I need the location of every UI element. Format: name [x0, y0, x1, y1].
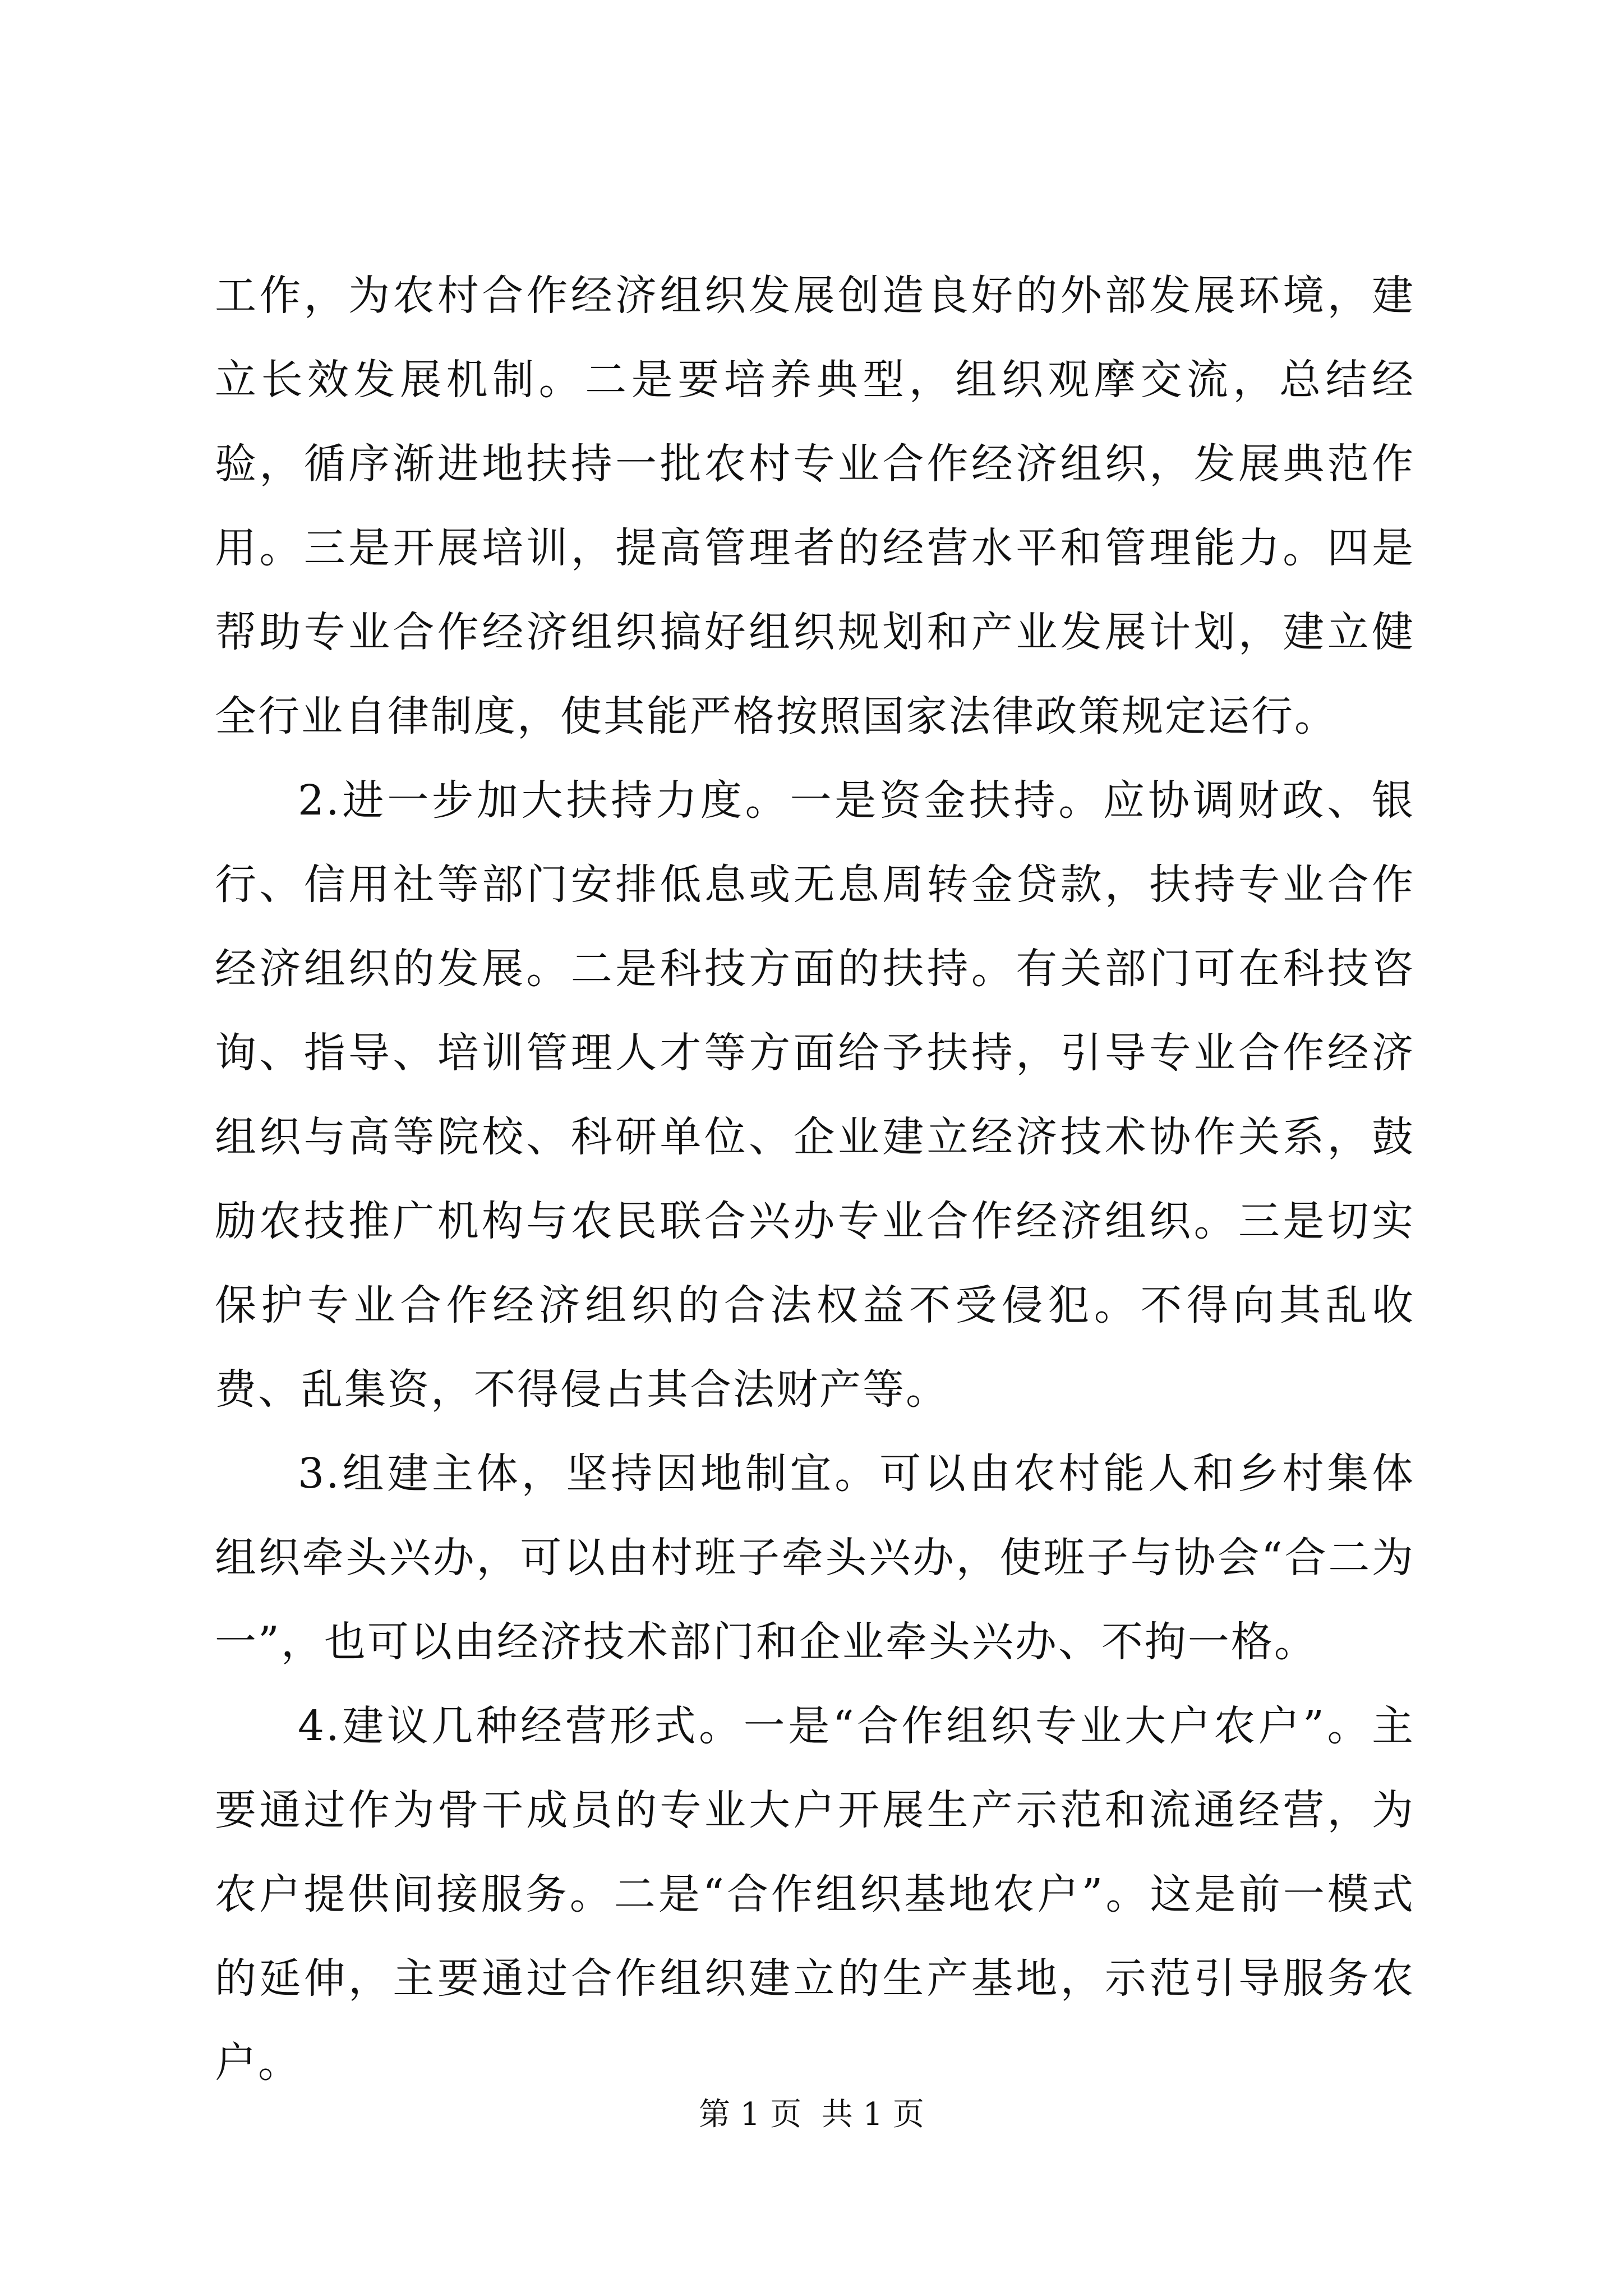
- paragraph-1: 工作，为农村合作经济组织发展创造良好的外部发展环境，建立长效发展机制。二是要培养典型，组织观摩交流，总结经验，循序渐进地扶持一批农村专业合作经济组织，发展典范作用。三是开展培训，提高管理者的经营水平和管理能力。四是帮助专业合作经济组织搞好组织规划和产业发展计划，建立健全行业自律制度，使其能严格按照国家法律政策规定运行。: [215, 272, 1415, 740]
- page-footer: [0, 2095, 1623, 2134]
- paragraph-4: 4.建议几种经营形式。一是“合作组织专业大户农户”。主要通过作为骨干成员的专业大户开展生产示范和流通经营，为农户提供间接服务。二是“合作组织基地农户”。这是前一模式的延伸，主要通过合作组织建立的生产基地，示范引导服务农户。: [215, 1702, 1415, 2087]
- page-number-label: 第 1 页 共 1 页: [698, 2096, 925, 2133]
- paragraph-2: 2.进一步加大扶持力度。一是资金扶持。应协调财政、银行、信用社等部门安排低息或无息周转金贷款，扶持专业合作经济组织的发展。二是科技方面的扶持。有关部门可在科技咨询、指导、培训管理人才等方面给予扶持，引导专业合作经济组织与高等院校、科研单位、企业建立经济技术协作关系，鼓励农技推广机构与农民联合兴办专业合作经济组织。三是切实保护专业合作经济组织的合法权益不受侵犯。不得向其乱收费、乱集资，不得侵占其合法财产等。: [215, 776, 1415, 1414]
- document-body: [215, 254, 1415, 2105]
- paragraph-3: 3.组建主体，坚持因地制宜。可以由农村能人和乡村集体组织牵头兴办，可以由村班子牵头兴办，使班子与协会“合二为一”，也可以由经济技术部门和企业牵头兴办、不拘一格。: [215, 1450, 1415, 1666]
